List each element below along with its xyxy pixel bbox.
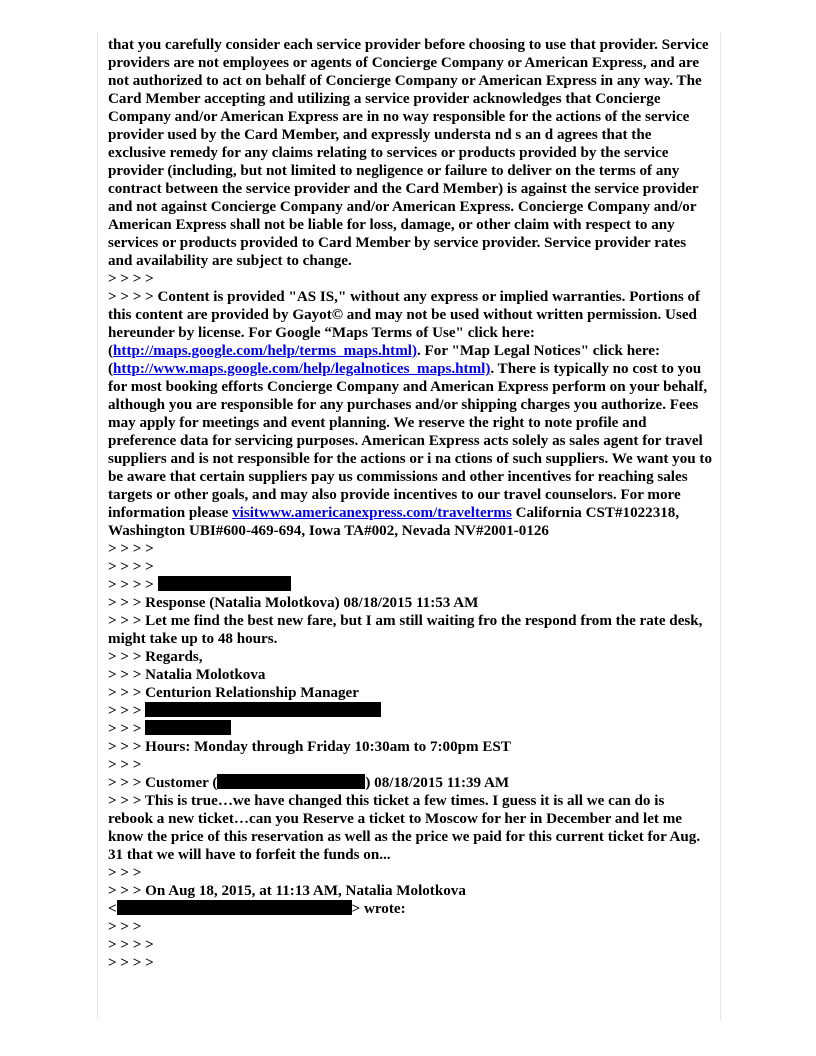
quote-marker: > > > bbox=[108, 703, 142, 719]
disclaimer-paragraph: that you carefully consider each service provider before choosing to use that provider. Service providers are not employees or agents of Concierge Company or American Express, and are not authorized to act on behalf of Concierge Company or American Express in any way. The Card Member accepting and utilizing a service provider acknowledges that Concierge Company and/or American Express are in no way responsible for the actions of the service provider used by the Card Member, and expressly understa nd s an d agrees that the exclusive remedy for any claims relating to services or products provided by the service provider (including, but not limited to negligence or failure to deliver on the terms of any contract between the service provider and the Card Member) is against the service provider and not against Concierge Company and/or American Express. Concierge Company and/or American Express shall not be liable for loss, damage, or other claim with respect to any services or products provided to Card Member by service provider. Service provider rates and availability are subject to change. bbox=[108, 37, 709, 269]
redacted-line bbox=[108, 576, 712, 594]
customer-prefix: > > > Customer ( bbox=[108, 775, 218, 791]
quote-marker: > > > bbox=[108, 865, 142, 881]
content-disclaimer-paragraph bbox=[108, 288, 712, 540]
quote-marker: > > > > bbox=[108, 271, 154, 287]
response-body: > > > Let me find the best new fare, but I am still waiting fro the respond from the rate desk, might take up to 48 hours. bbox=[108, 613, 703, 647]
content-disclaimer-text: > > > > Content is provided "AS IS," without any express or implied warranties. Portions of this content are provided by Gayot© and may not be used without written permission. Used hereunder by license. For Google “Maps Terms of Use" click here: ( bbox=[108, 289, 701, 359]
redacted-line bbox=[108, 720, 712, 738]
wrote-email-line bbox=[108, 900, 712, 918]
wrote-line: > > > On Aug 18, 2015, at 11:13 AM, Natalia Molotkova bbox=[108, 883, 466, 899]
customer-suffix: ) 08/18/2015 11:39 AM bbox=[365, 775, 510, 791]
quote-marker: > > > > bbox=[108, 559, 154, 575]
quote-marker: > > > > bbox=[108, 541, 154, 557]
customer-header bbox=[108, 774, 712, 792]
redaction-block bbox=[217, 774, 365, 789]
response-header: > > > Response (Natalia Molotkova) 08/18/2015 11:53 AM bbox=[108, 595, 479, 611]
wrote-prefix: < bbox=[108, 901, 117, 917]
redaction-block bbox=[145, 720, 231, 735]
quote-marker: > > > bbox=[108, 919, 142, 935]
redaction-block bbox=[158, 576, 291, 591]
redaction-block bbox=[117, 900, 352, 915]
content-disclaimer-text: . There is typically no cost to you for most booking efforts Concierge Company and American Express perform on your behalf, although you are responsible for any purchases and/or shipping charges you authorize. Fees may apply for meetings and event planning. We reserve the right to note profile and preference data for servicing purposes. American Express acts solely as sales agent for travel suppliers and is not responsible for the actions or i na ctions of such suppliers. We want you to be aware that certain suppliers pay us commissions and other incentives for reaching sales targets or other goals, and may also provide incentives to our travel counselors. For more information please bbox=[108, 361, 712, 521]
quote-marker: > > > bbox=[108, 721, 142, 737]
wrote-suffix: > wrote: bbox=[351, 901, 406, 917]
quote-marker: > > > > bbox=[108, 577, 154, 593]
quote-marker: > > > > bbox=[108, 955, 154, 971]
content-disclaimer-text: California CST#1022318, Washington UBI#600-469-694, Iowa TA#002, Nevada NV#2001-0126 bbox=[108, 505, 680, 539]
maps-terms-link[interactable]: http://maps.google.com/help/terms_maps.html) bbox=[113, 343, 417, 359]
quote-marker: > > > > bbox=[108, 937, 154, 953]
customer-body: > > > This is true…we have changed this ticket a few times. I guess it is all we can do is rebook a new ticket…can you Reserve a ticket to Moscow for her in December and let me know the price of this reservation as well as the price we paid for this current ticket for Aug. 31 that we will have to forfeit the funds on... bbox=[108, 793, 701, 863]
redaction-block bbox=[145, 702, 381, 717]
quote-marker: > > > bbox=[108, 757, 142, 773]
content-disclaimer-text: . For "Map Legal Notices" click here: ( bbox=[108, 343, 660, 377]
signature-name: > > > Natalia Molotkova bbox=[108, 667, 266, 683]
signature-regards: > > > Regards, bbox=[108, 649, 203, 665]
email-body bbox=[108, 36, 712, 972]
signature-title: > > > Centurion Relationship Manager bbox=[108, 685, 359, 701]
travel-terms-link[interactable]: visitwww.americanexpress.com/travelterms bbox=[232, 505, 512, 521]
redacted-line bbox=[108, 702, 712, 720]
maps-legal-link[interactable]: http://www.maps.google.com/help/legalnotices_maps.html) bbox=[113, 361, 491, 377]
signature-hours: > > > Hours: Monday through Friday 10:30am to 7:00pm EST bbox=[108, 739, 511, 755]
